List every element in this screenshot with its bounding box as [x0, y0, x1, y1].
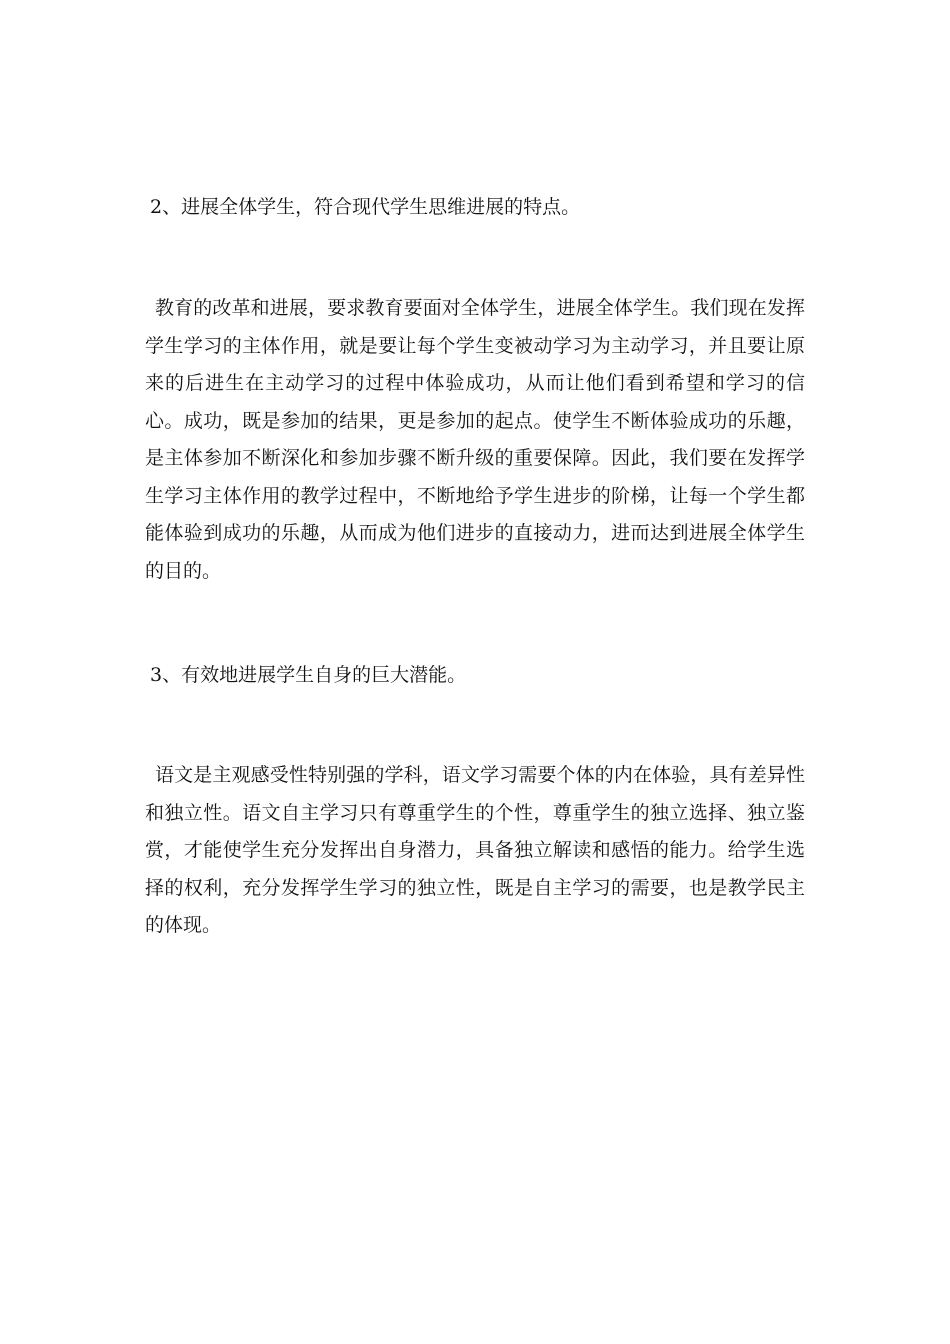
- section-paragraph-3: 语文是主观感受性特别强的学科，语文学习需要个体的内在体验，具有差异性和独立性。语文自主学习只有尊重学生的个性，尊重学生的独立选择、独立鉴赏，才能使学生充分发挥出自身潜力，具备独立解读和感悟的能力。给学生选择的权利，充分发挥学生学习的独立性，既是自主学习的需要，也是教学民主的体现。: [145, 764, 805, 936]
- section-heading-2: 2、进展全体学生，符合现代学生思维进展的特点。: [150, 196, 581, 218]
- section-paragraph-2: 教育的改革和进展，要求教育要面对全体学生，进展全体学生。我们现在发挥学生学习的主体作用，就是要让每个学生变被动学习为主动学习，并且要让原来的后进生在主动学习的过程中体验成功，从而让他们看到希望和学习的信心。成功，既是参加的结果，更是参加的起点。使学生不断体验成功的乐趣，是主体参加不断深化和参加步骤不断升级的重要保障。因此，我们要在发挥学生学习主体作用的教学过程中，不断地给予学生进步的阶梯，让每一个学生都能体验到成功的乐趣，从而成为他们进步的直接动力，进而达到进展全体学生的目的。: [145, 297, 805, 582]
- section-heading-3: 3、有效地进展学生自身的巨大潜能。: [150, 664, 467, 686]
